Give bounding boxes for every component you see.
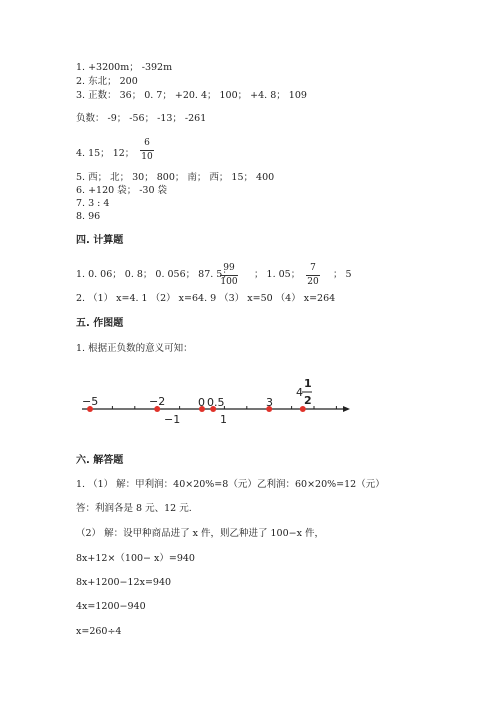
label-minus-1: −1	[164, 413, 181, 426]
section-5-title: 五. 作图题	[76, 318, 124, 329]
solution-line-1a: 1. （1） 解：甲利润：40×20%=8（元）	[76, 479, 257, 490]
label-4-half-num: 1	[304, 377, 312, 390]
answer-line-1: 1. +3200m； -392m	[76, 62, 173, 73]
number-line-arrow	[343, 406, 350, 412]
answer-line-4: 4. 15； 12；	[76, 148, 135, 159]
solution-line-6: 4x=1200−940	[76, 601, 146, 612]
solution-line-5: 8x+1200−12x=940	[76, 577, 172, 588]
label-minus-5: −5	[82, 395, 99, 408]
fraction-denominator: 20	[307, 277, 319, 287]
label-1: 1	[220, 413, 227, 426]
label-minus-2: −2	[149, 395, 166, 408]
label-4-whole: 4	[296, 386, 303, 399]
fraction-denominator: 10	[141, 152, 153, 162]
answer-line-5: 5. 西； 北； 30； 800； 南； 西； 15； 400	[76, 172, 275, 183]
drawing-line-1: 1. 根据正负数的意义可知：	[76, 343, 193, 354]
fraction-numerator: 7	[310, 263, 316, 273]
section-6-title: 六. 解答题	[76, 455, 124, 466]
answer-line-3: 3. 正数： 36； 0. 7； +20. 4； 100； +4. 8； 109	[76, 90, 307, 101]
label-3: 3	[266, 396, 273, 409]
calc-line-1c: ； 5	[333, 269, 352, 280]
section-4-title: 四. 计算题	[76, 235, 124, 246]
label-0: 0	[198, 396, 205, 409]
answer-line-8: 8. 96	[76, 211, 101, 222]
calc-line-1a: 1. 0. 06； 0. 8； 0. 056； 87. 5；	[76, 269, 232, 280]
solution-line-4: 8x+12×（100− x）=940	[76, 553, 195, 564]
answer-line-7: 7. 3 : 4	[76, 198, 110, 209]
solution-line-2: 答：利润各是 8 元、12 元.	[76, 503, 192, 514]
solution-line-3: （2） 解：设甲种商品进了 x 件，则乙种进了 100−x 件，	[76, 528, 324, 539]
answer-line-2: 2. 东北； 200	[76, 76, 138, 87]
fraction-denominator: 100	[220, 277, 238, 287]
calc-line-2: 2. （1） x=4. 1 （2） x=64. 9 （3） x=50 （4） x=264	[76, 293, 336, 304]
fraction-numerator: 99	[223, 263, 235, 273]
label-4-half-den: 2	[304, 394, 312, 407]
answer-line-3-negative: 负数： -9； -56； -13； -261	[76, 113, 207, 124]
solution-line-1b: 乙利润：60×20%=12（元）	[257, 479, 385, 490]
calc-line-1b: ； 1. 05；	[254, 269, 301, 280]
solution-line-7: x=260÷4	[76, 626, 122, 637]
fraction-numerator: 6	[144, 138, 150, 148]
answer-line-6: 6. +120 袋； -30 袋	[76, 185, 168, 196]
label-0-5: 0.5	[207, 396, 225, 409]
